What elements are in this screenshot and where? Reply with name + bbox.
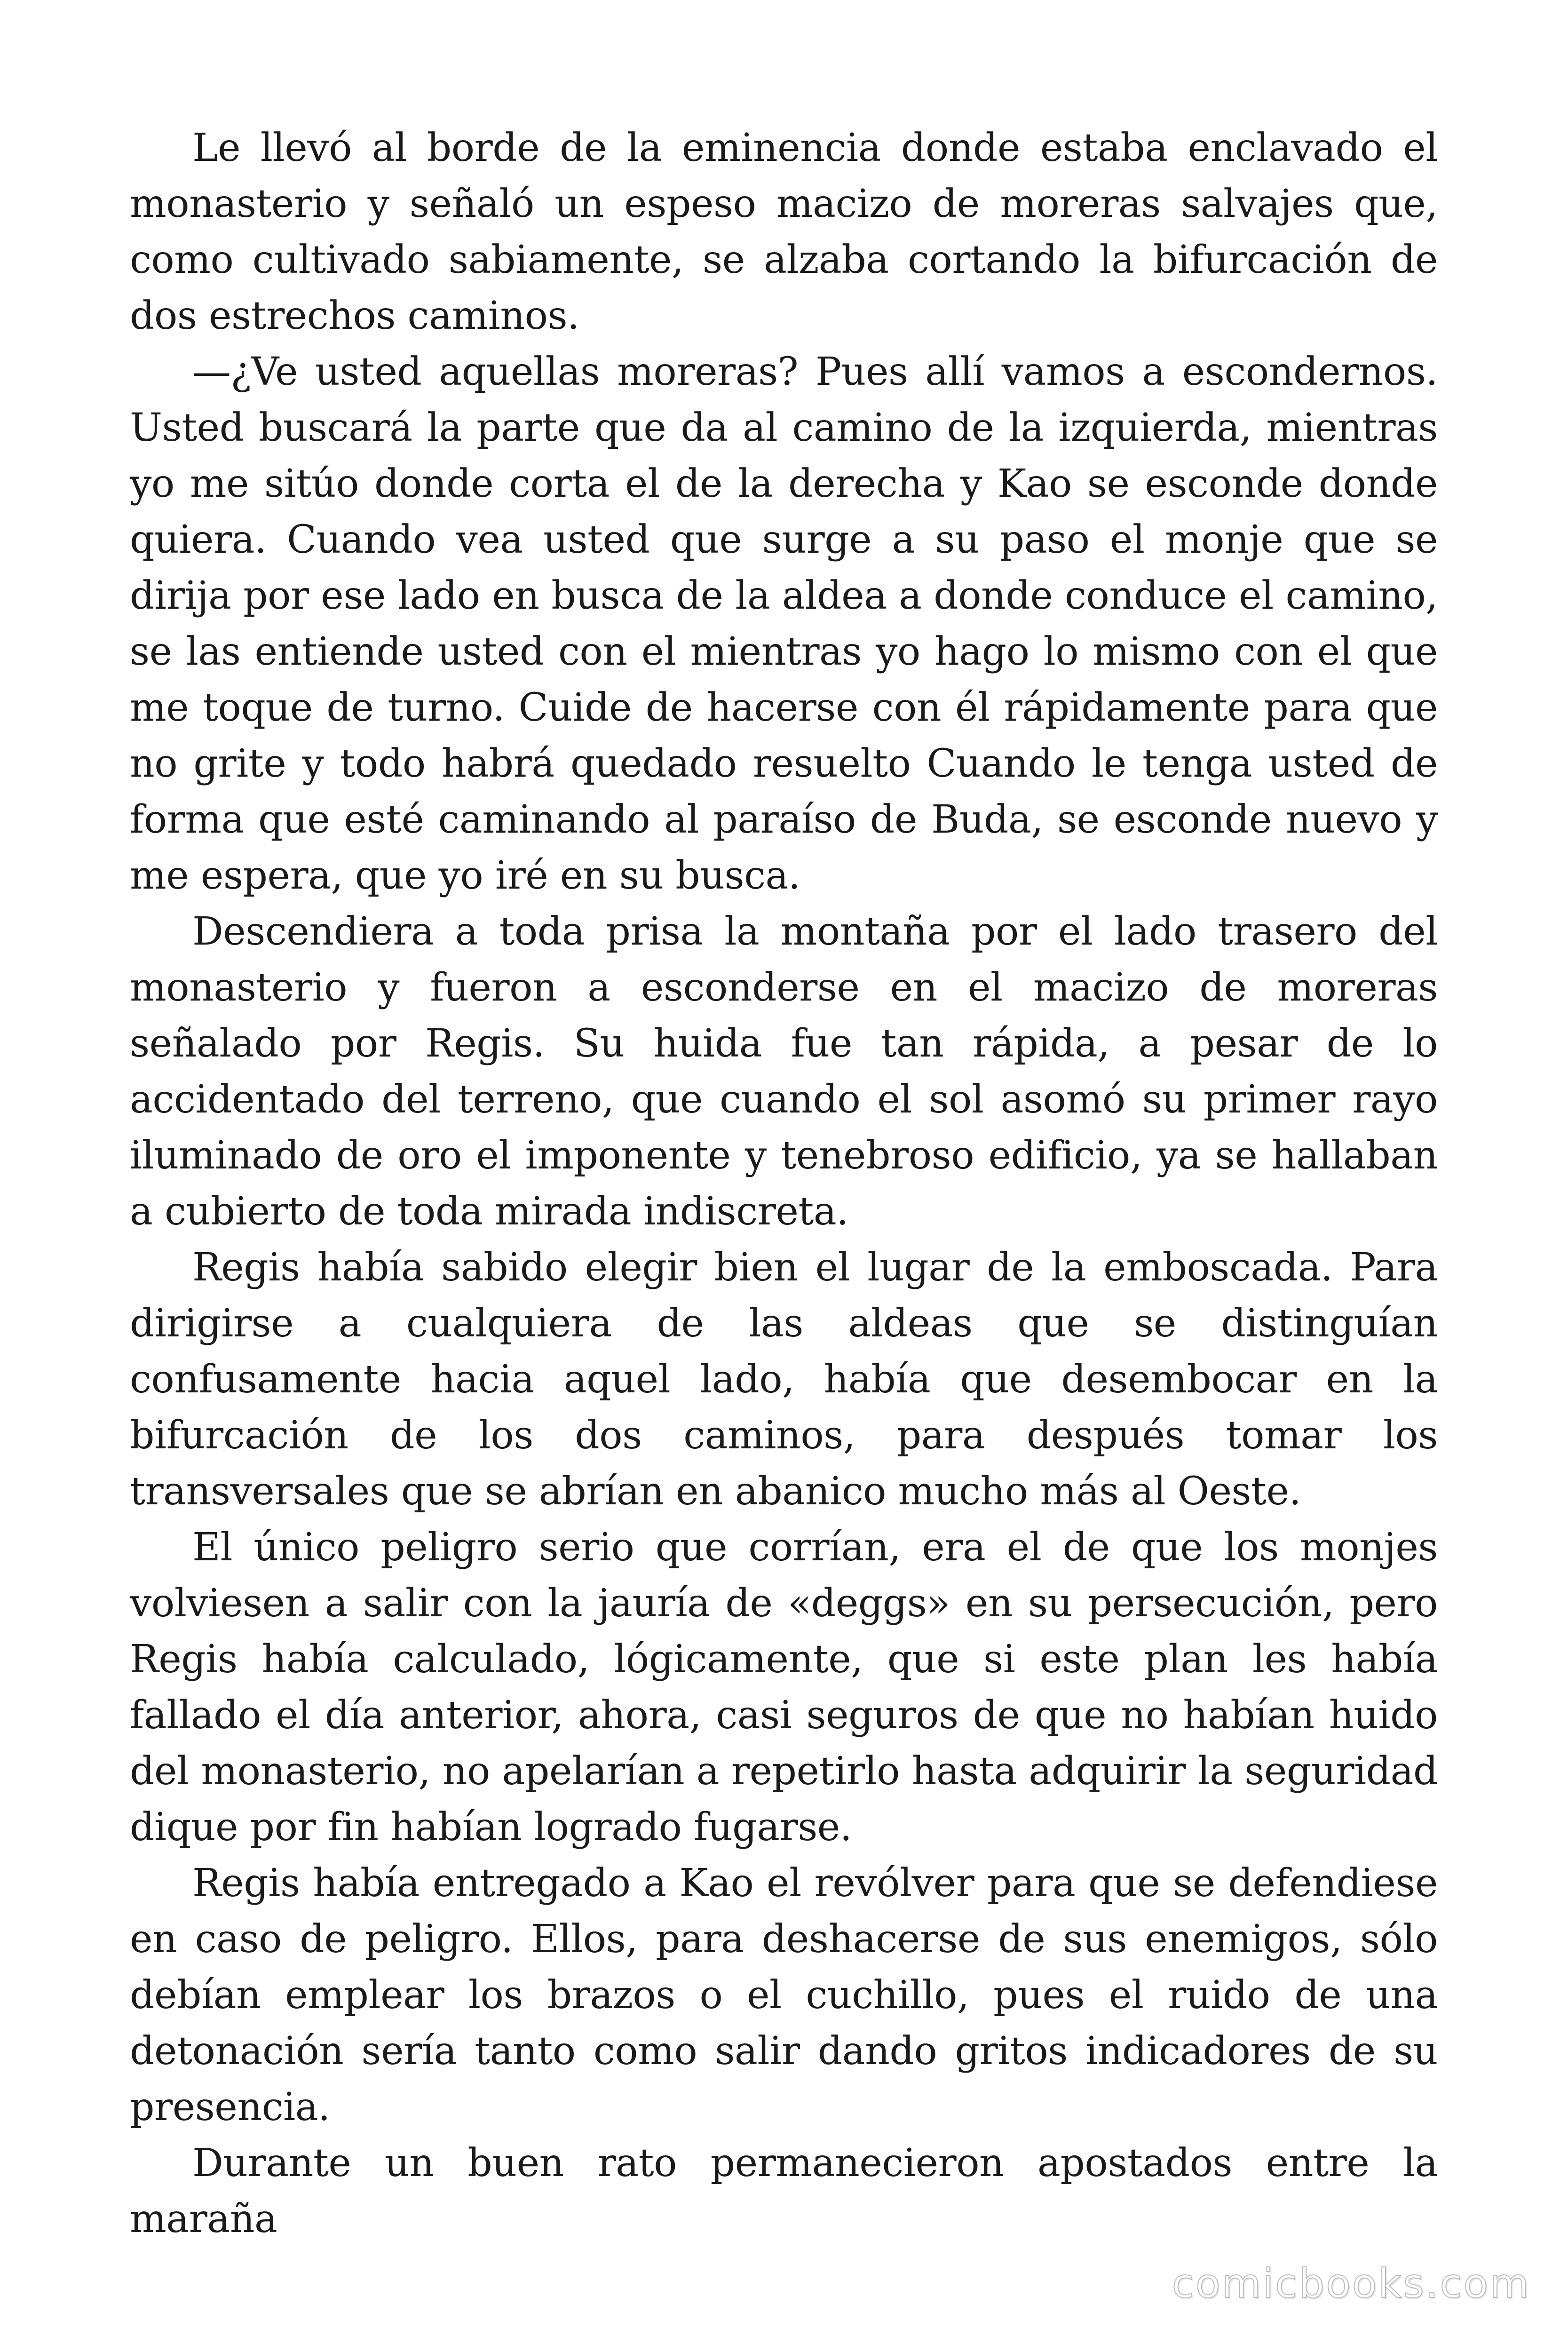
paragraph: Regis había entregado a Kao el revólver para que se defendiese en caso de peligro. Ellos, para deshacerse de sus enemigos, sólo debían emplear los brazos o el cuchillo, pues el ruido de una detonación sería tanto como salir dando gritos indicadores de su presencia. [130, 1861, 1438, 2130]
watermark: comicbooks.com [1172, 2260, 1530, 2307]
paragraph: Descendiera a toda prisa la montaña por el lado trasero del monasterio y fueron a esconderse en el macizo de moreras señalado por Regis. Su huida fue tan rápida, a pesar de lo accidentado del terreno, que cuando el sol asomó su primer rayo iluminado de oro el imponente y tenebroso edificio, ya se hallaban a cubierto de toda mirada indiscreta. [130, 909, 1438, 1234]
paragraph: El único peligro serio que corrían, era el de que los monjes volviesen a salir con la jauría de «deggs» en su persecución, pero Regis había calculado, lógicamente, que si este plan les había fallado el día anterior, ahora, casi seguros de que no habían huido del monasterio, no apelarían a repetirlo hasta adquirir la seguridad dique por fin habían logrado fugarse. [130, 1525, 1438, 1850]
page-body [130, 120, 1438, 2247]
paragraph: —¿Ve usted aquellas moreras? Pues allí vamos a escondernos. Usted buscará la parte que da al camino de la izquierda, mientras yo me sitúo donde corta el de la derecha y Kao se esconde donde quiera. Cuando vea usted que surge a su paso el monje que se dirija por ese lado en busca de la aldea a donde conduce el camino, se las entiende usted con el mientras yo hago lo mismo con el que me toque de turno. Cuide de hacerse con él rápidamente para que no grite y todo habrá quedado resuelto Cuando le tenga usted de forma que esté caminando al paraíso de Buda, se esconde nuevo y me espera, que yo iré en su busca. [130, 350, 1438, 898]
paragraph: Regis había sabido elegir bien el lugar de la emboscada. Para dirigirse a cualquiera de las aldeas que se distinguían confusamente hacia aquel lado, había que desembocar en la bifurcación de los dos caminos, para después tomar los transversales que se abrían en abanico mucho más al Oeste. [130, 1245, 1438, 1514]
paragraph: Le llevó al borde de la eminencia donde estaba enclavado el monasterio y señaló un espeso macizo de moreras salvajes que, como cultivado sabiamente, se alzaba cortando la bifurcación de dos estrechos caminos. [130, 126, 1438, 338]
paragraph-continued: Durante un buen rato permanecieron apostados entre la maraña [130, 2141, 1438, 2241]
